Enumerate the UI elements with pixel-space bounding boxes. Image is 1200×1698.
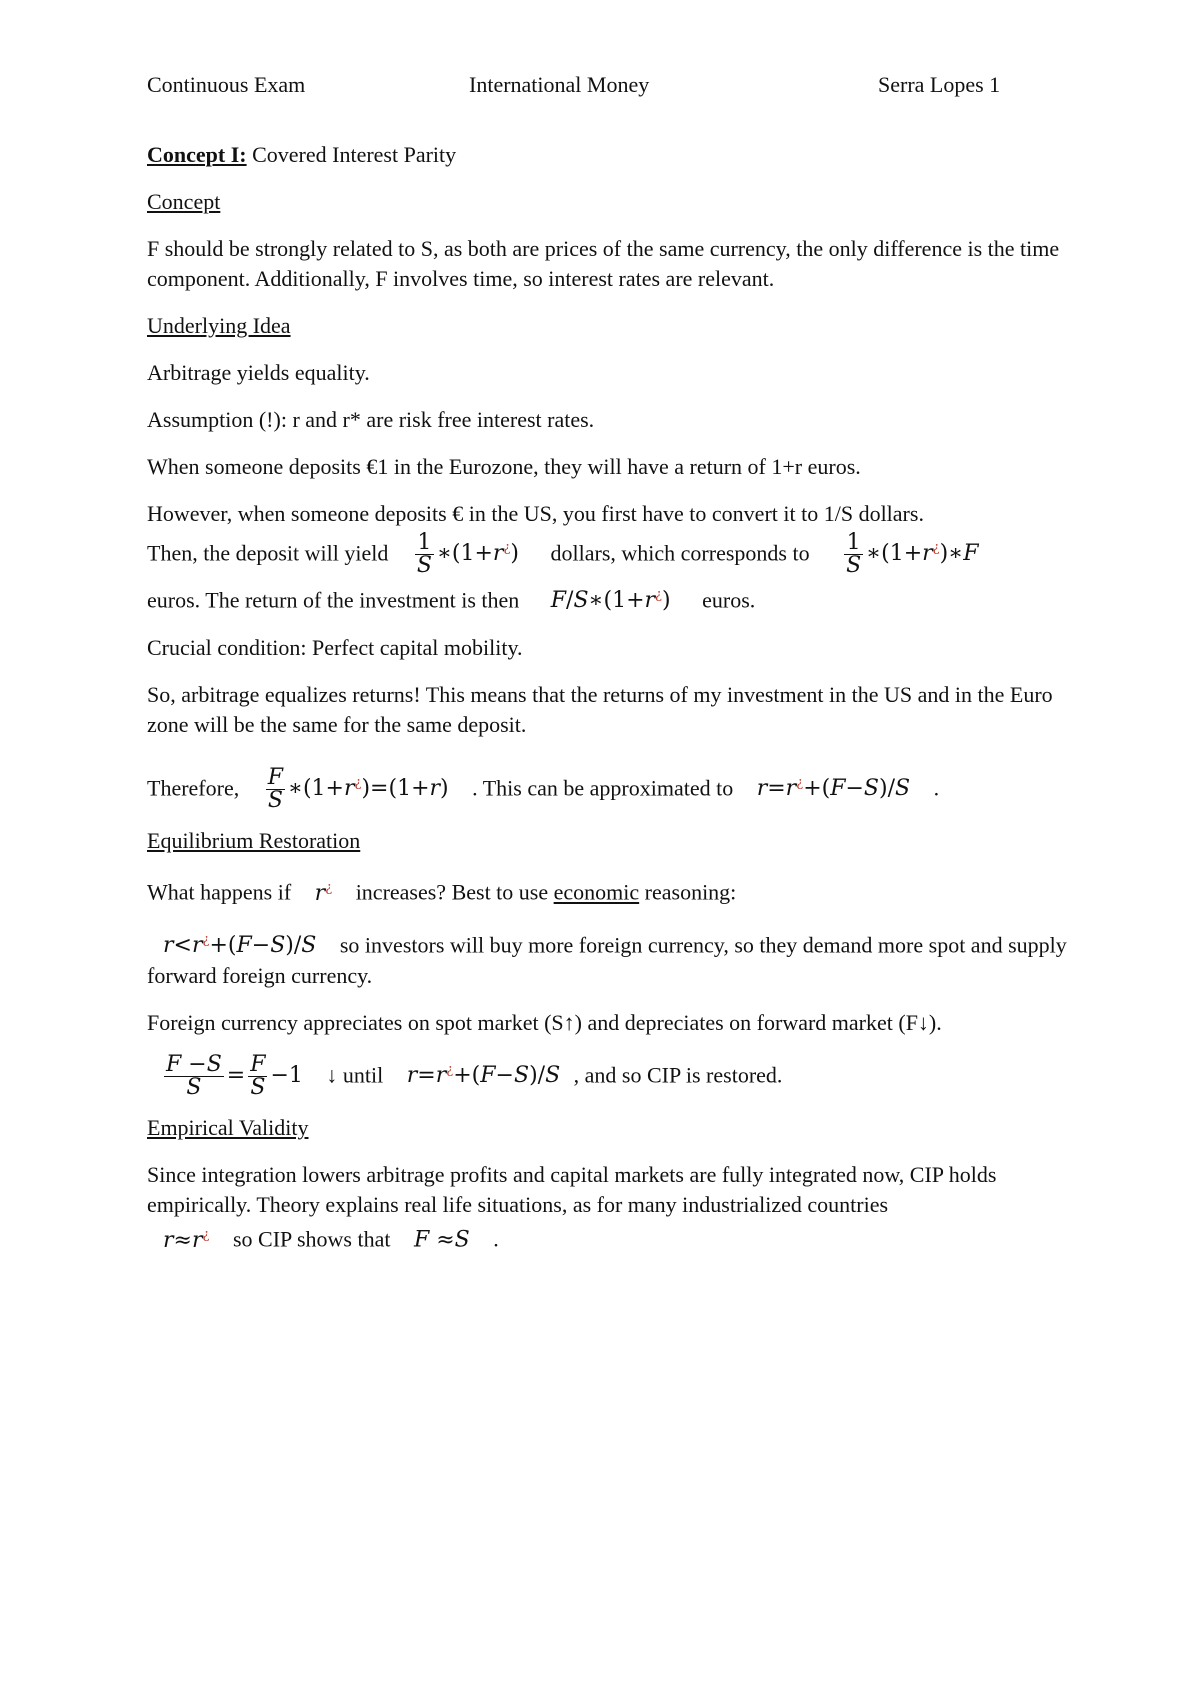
equalizes-paragraph: So, arbitrage equalizes returns! This means that the returns of my investment in the US and in the Euro zone will be the same for the same deposit. <box>147 682 1053 738</box>
header-right: Serra Lopes 1 <box>878 72 1001 97</box>
formula-cip-until: r=r¿+(F−S)/S <box>406 1063 561 1089</box>
until-paragraph <box>147 1044 1067 1103</box>
empirical-body: Since integration lowers arbitrage profits and capital markets are fully integrated now, CIP holds empirically. Theory explains real life situations, as for many industrialized countries <box>147 1162 997 1218</box>
formula-f-approx: F ≈S <box>413 1227 470 1253</box>
arbitrage-paragraph: Arbitrage yields equality. <box>147 360 370 385</box>
therefore-text: Therefore, <box>147 775 240 801</box>
reasoning-text: reasoning: <box>644 879 737 905</box>
formula-rstar: r¿ <box>314 880 333 906</box>
concept-body: F should be strongly related to S, as both are prices of the same currency, the only difference is the time component. Additionally, F involves time, so interest rates are relevant. <box>147 236 1060 291</box>
crucial-paragraph: Crucial condition: Perfect capital mobility. <box>147 635 523 661</box>
header-center: International Money <box>469 72 650 97</box>
section-concept-heading: Concept <box>147 189 221 214</box>
therefore-paragraph <box>147 757 1067 816</box>
appreciates-paragraph: Foreign currency appreciates on spot market (S↑) and depreciates on forward market (F↓). <box>147 1010 942 1036</box>
formula-r-approx: r≈r¿ <box>163 1227 210 1253</box>
concept-title-label: Concept I: <box>147 142 247 167</box>
restored-text: , and so CIP is restored. <box>573 1062 783 1088</box>
deposit-yield-paragraph <box>147 529 1067 577</box>
what-happens-paragraph <box>147 873 1067 908</box>
then-yield-text: Then, the deposit will yield <box>147 540 389 566</box>
empirical-final-line <box>147 1220 1067 1255</box>
assumption-paragraph: Assumption (!): r and r* are risk free interest rates. <box>147 407 595 432</box>
formula-cip-approx: r=r¿+(F−S)/S <box>756 776 911 802</box>
formula-yield-dollars: $\frac{1}{S}$ ∗(1+r¿) <box>416 529 520 578</box>
cip-shows-text: so CIP shows that <box>232 1226 391 1252</box>
euros-return-text: euros. The return of the investment is then <box>147 587 520 613</box>
formula-yield-euros: $\frac{1}{S}$ ∗(1+r¿)∗F <box>846 529 979 578</box>
document-page <box>147 70 1067 1273</box>
approximated-text: . This can be approximated to <box>472 775 734 801</box>
section-empirical-heading: Empirical Validity <box>147 1115 309 1141</box>
page-header <box>147 70 1067 100</box>
formula-return: F/S∗(1+r¿) <box>550 587 671 614</box>
until-text: ↓ until <box>326 1062 384 1088</box>
header-left: Continuous Exam <box>147 72 306 97</box>
concept-title-text: Covered Interest Parity <box>246 142 457 167</box>
final-period-text: . <box>493 1226 499 1252</box>
deposit-euro-paragraph: When someone deposits €1 in the Eurozone, they will have a return of 1+r euros. <box>147 454 861 479</box>
deposit-us-paragraph: However, when someone deposits € in the US, you first have to convert it to 1/S dollars. <box>147 501 924 526</box>
return-paragraph <box>147 581 1067 616</box>
formula-cip: $\frac{F}{S}$ ∗(1+r¿)=(1+r) <box>267 764 449 813</box>
dollars-corr-text: dollars, which corresponds to <box>550 540 810 566</box>
euros-text: euros. <box>702 587 756 613</box>
period-text: . <box>933 775 940 801</box>
economic-text: economic <box>553 879 640 905</box>
what-happens-text: What happens if <box>147 879 292 905</box>
investors-text: so investors will buy more foreign currency, so they demand more spot and supply forward foreign currency. <box>147 932 1067 989</box>
section-equilibrium-heading: Equilibrium Restoration <box>147 828 361 854</box>
formula-ratio: $\frac{F -S}{S}$ = $\frac{F}{S}$ −1 <box>166 1051 303 1100</box>
section-underlying-idea-heading: Underlying Idea <box>147 313 291 338</box>
formula-inequality: r<r¿+(F−S)/S <box>163 932 317 959</box>
concept-title <box>147 140 1067 170</box>
investors-paragraph <box>147 926 1067 991</box>
increases-text: increases? Best to use <box>355 879 549 905</box>
